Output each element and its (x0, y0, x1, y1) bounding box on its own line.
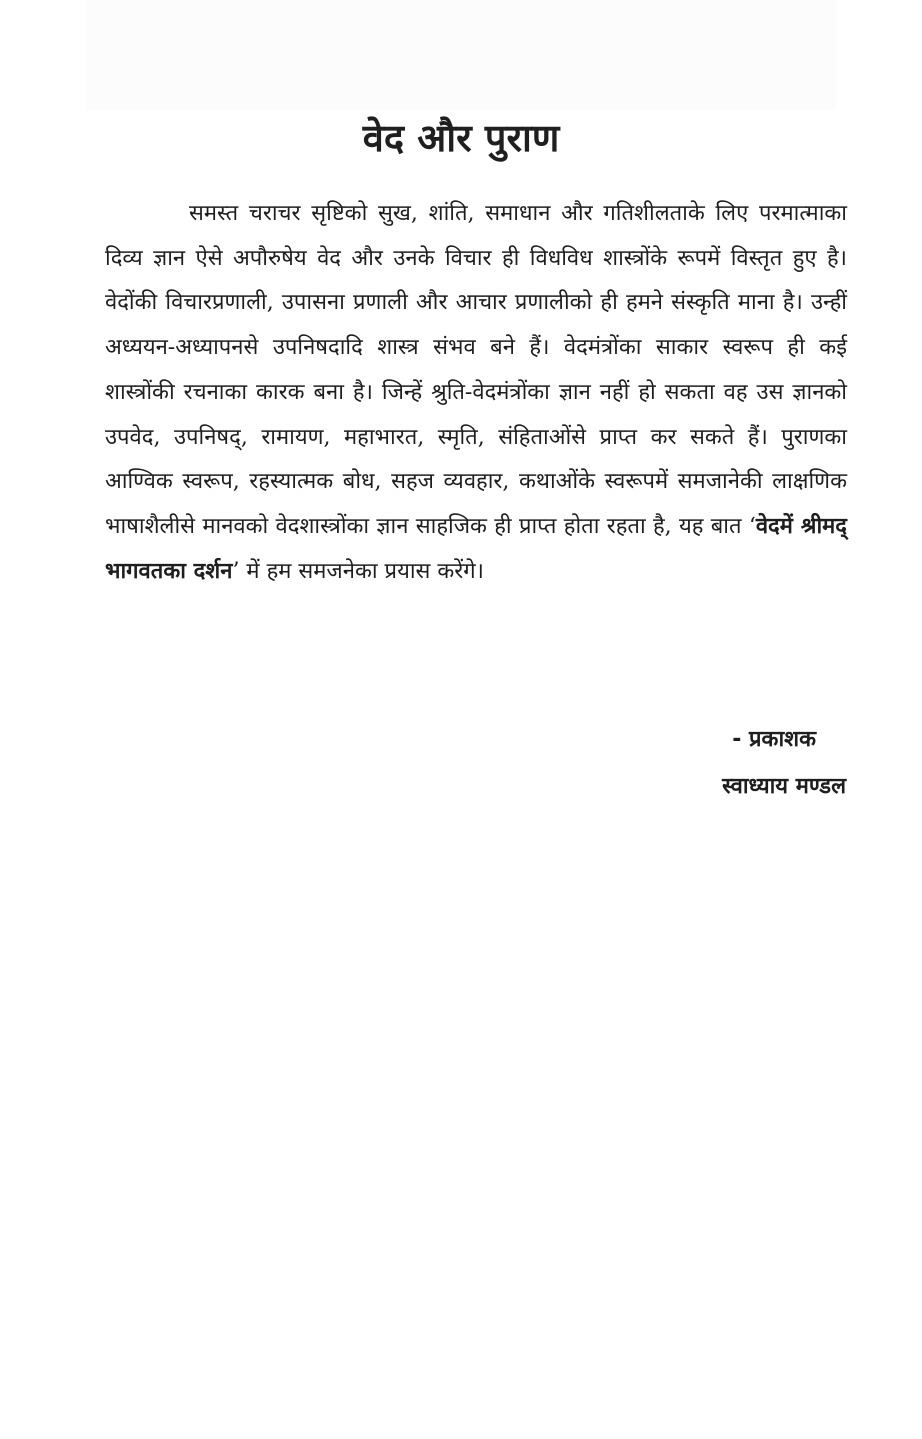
page-title: वेद और पुराण (362, 116, 560, 160)
publisher-label: - प्रकाशक (732, 727, 816, 752)
paragraph-text-start: समस्त चराचर सृष्टिको सुख, शांति, समाधान और गतिशीलताके लिए परमात्माका दिव्य ज्ञान ऐसे अपौरुषेय वेद और उनके विचार ही विधविध शास्त्रोंके रूपमें विस्तृत हुए है। वेदोंकी विचारप्रणाली, उपासना प्रणाली और आचार प्रणालीको ही हमने संस्कृति माना है। उन्हीं अध्ययन-अध्यापनसे उपनिषदादि शास्त्र संभव बने हैं। वेदमंत्रोंका साकार स्वरूप ही कई शास्त्रोंकी रचनाका कारक बना है। जिन्हें श्रुति-वेदमंत्रोंका ज्ञान नहीं हो सकता वह उस ज्ञानको उपवेद, उपनिषद्, रामायण, महाभारत, स्मृति, संहिताओंसे प्राप्त कर सकते हैं। पुराणका आण्विक स्वरूप, रहस्यात्मक बोध, सहज व्यवहार, कथाओंके स्वरूपमें समजानेकी लाक्षणिक भाषाशैलीसे मानवको वेदशास्त्रोंका ज्ञान साहजिक ही प्राप्त होता रहता है, यह बात ‘ (105, 201, 847, 539)
header-background (86, 0, 836, 110)
book-title-bold: वेदमें श्रीमद् भागवतका दर्शन (105, 513, 847, 584)
publisher-name: स्वाध्याय मण्डल (722, 774, 846, 799)
body-paragraph (105, 192, 847, 594)
paragraph-text-end: ’ में हम समजनेका प्रयास करेंगे। (232, 558, 485, 584)
